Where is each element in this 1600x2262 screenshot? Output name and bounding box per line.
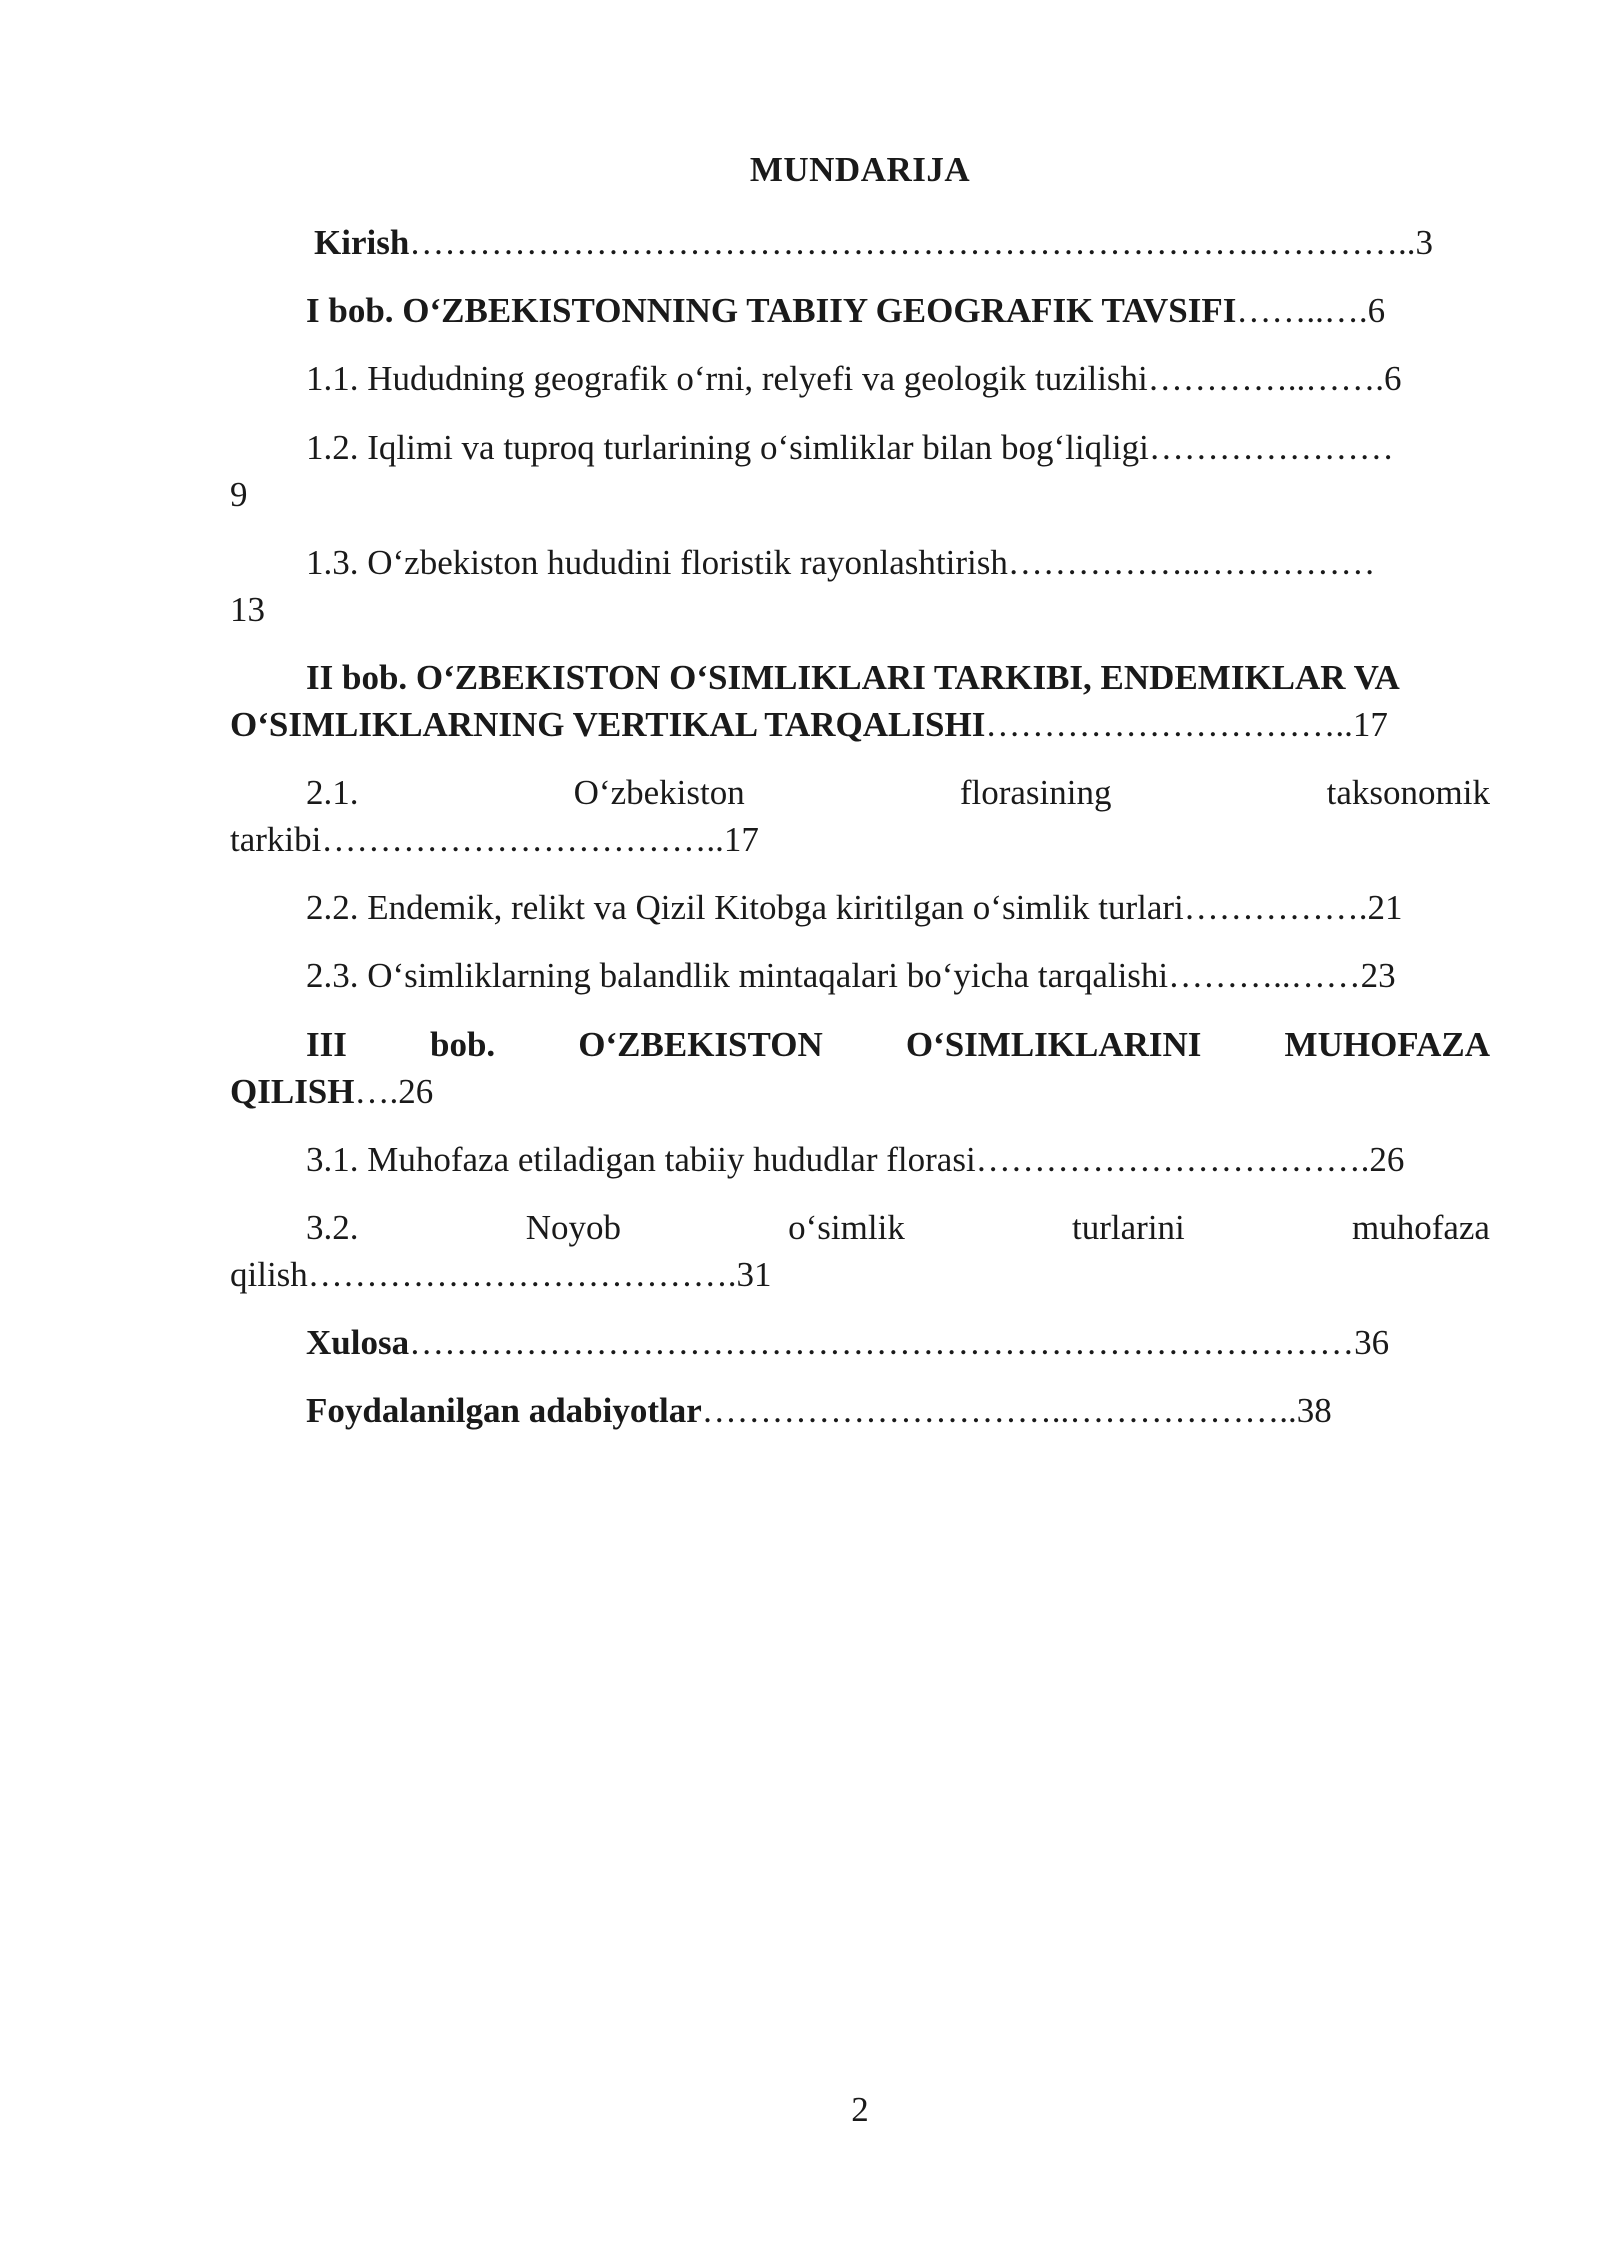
toc-entry-section-2-2: [230, 885, 1566, 931]
toc-entry-section-3-2-cont: [230, 1252, 1490, 1298]
toc-leader: ….: [354, 1072, 399, 1111]
toc-leader: …………..…….: [1147, 359, 1385, 398]
toc-leader: ……………..……………: [1007, 543, 1376, 582]
toc-entry-chapter-2: [230, 655, 1566, 701]
toc-word: turlarini: [1072, 1208, 1185, 1247]
toc-page: 23: [1360, 956, 1396, 995]
toc-label: 2.2. Endemik, relikt va Qizil Kitobga kiritilgan o‘simlik turlari: [306, 888, 1184, 927]
toc-leader: ……………………………….: [307, 1255, 737, 1294]
toc-label: qilish: [230, 1255, 308, 1294]
toc-label: II bob. O‘ZBEKISTON O‘SIMLIKLARI TARKIBI, ENDEMIKLAR VA: [306, 658, 1400, 697]
toc-label: QILISH: [230, 1072, 355, 1111]
toc-label: 1.3. O‘zbekiston hududini floristik rayonlashtirish: [306, 543, 1008, 582]
toc-entry-section-2-1: [230, 770, 1490, 816]
toc-label: O‘SIMLIKLARNING VERTIKAL TARQALISHI: [230, 705, 986, 744]
toc-word: O‘SIMLIKLARINI: [905, 1025, 1202, 1064]
toc-leader: …………………………..………………..: [701, 1391, 1297, 1430]
toc-label: 1.1. Hududning geografik o‘rni, relyefi va geologik tuzilishi: [306, 359, 1148, 398]
toc-entry-section-1-3-page: [230, 587, 1490, 633]
toc-entry-chapter-1: [230, 288, 1566, 334]
toc-label: 1.2. Iqlimi va tuproq turlarining o‘simliklar bilan bog‘liqligi: [306, 428, 1149, 467]
toc-page: 26: [1369, 1140, 1405, 1179]
toc-leader: ………………………………………………………………………: [409, 1323, 1355, 1362]
toc-word: 3.2.: [306, 1208, 359, 1247]
toc-word: Noyob: [525, 1208, 621, 1247]
toc-word: muhofaza: [1351, 1208, 1490, 1247]
toc-page: 6: [1384, 359, 1402, 398]
toc-page: 17: [723, 820, 759, 859]
toc-page: 31: [736, 1255, 772, 1294]
toc-entry-conclusion: [230, 1320, 1566, 1366]
page-number: 2: [851, 2090, 869, 2129]
toc-entry-section-1-2: [230, 425, 1566, 471]
toc-leader: …………………………..: [985, 705, 1353, 744]
toc-page: 38: [1296, 1391, 1332, 1430]
toc-entry-intro: [230, 220, 1574, 266]
toc-label: I bob. O‘ZBEKISTONNING TABIIY GEOGRAFIK TAVSIFI: [306, 291, 1237, 330]
toc-entry-section-1-2-page: [230, 472, 1490, 518]
toc-leader: ……..….: [1236, 291, 1368, 330]
page-title: MUNDARIJA: [749, 150, 971, 189]
toc-leader: ……………………………………………………………….…………..: [409, 223, 1416, 262]
toc-leader: ………..……: [1168, 956, 1361, 995]
toc-entry-section-3-2: [230, 1205, 1490, 1251]
toc-page: 9: [230, 475, 248, 514]
toc-page: 17: [1352, 705, 1388, 744]
toc-word: 2.1.: [306, 773, 359, 812]
toc-word: florasining: [959, 773, 1112, 812]
toc-leader: …………………………….: [975, 1140, 1370, 1179]
toc-entry-section-2-1-cont: [230, 817, 1490, 863]
toc-label: tarkibi: [230, 820, 322, 859]
toc-leader: ……………………………..: [321, 820, 724, 859]
toc-word: O‘ZBEKISTON: [578, 1025, 823, 1064]
toc-label: 3.1. Muhofaza etiladigan tabiiy hududlar florasi: [306, 1140, 976, 1179]
toc-word: MUHOFAZA: [1284, 1025, 1490, 1064]
toc-entry-chapter-3-cont: [230, 1069, 1490, 1115]
toc-page: 3: [1415, 223, 1434, 262]
toc-entry-chapter-3: [230, 1022, 1490, 1068]
toc-entry-references: [230, 1388, 1566, 1434]
toc-label: Xulosa: [306, 1323, 410, 1362]
toc-label: 2.3. O‘simliklarning balandlik mintaqalari bo‘yicha tarqalishi: [306, 956, 1169, 995]
toc-word: taksonomik: [1326, 773, 1490, 812]
toc-word: bob.: [429, 1025, 496, 1064]
toc-entry-chapter-2-cont: [230, 702, 1490, 748]
toc-word: O‘zbekiston: [573, 773, 745, 812]
toc-entry-section-3-1: [230, 1137, 1566, 1183]
toc-label: Foydalanilgan adabiyotlar: [306, 1391, 702, 1430]
toc-word: III: [306, 1025, 347, 1064]
toc-page: 13: [230, 590, 265, 629]
toc-page: 6: [1367, 291, 1386, 330]
toc-word: o‘simlik: [788, 1208, 905, 1247]
toc-page: 26: [398, 1072, 434, 1111]
toc-entry-section-1-3: [230, 540, 1566, 586]
toc-leader: …………………: [1148, 428, 1394, 467]
toc-entry-section-1-1: [230, 356, 1566, 402]
toc-page: 21: [1367, 888, 1403, 927]
toc-label: Kirish: [314, 223, 410, 262]
toc-page: 36: [1354, 1323, 1390, 1362]
toc-entry-section-2-3: [230, 953, 1566, 999]
toc-leader: …………….: [1183, 888, 1368, 927]
